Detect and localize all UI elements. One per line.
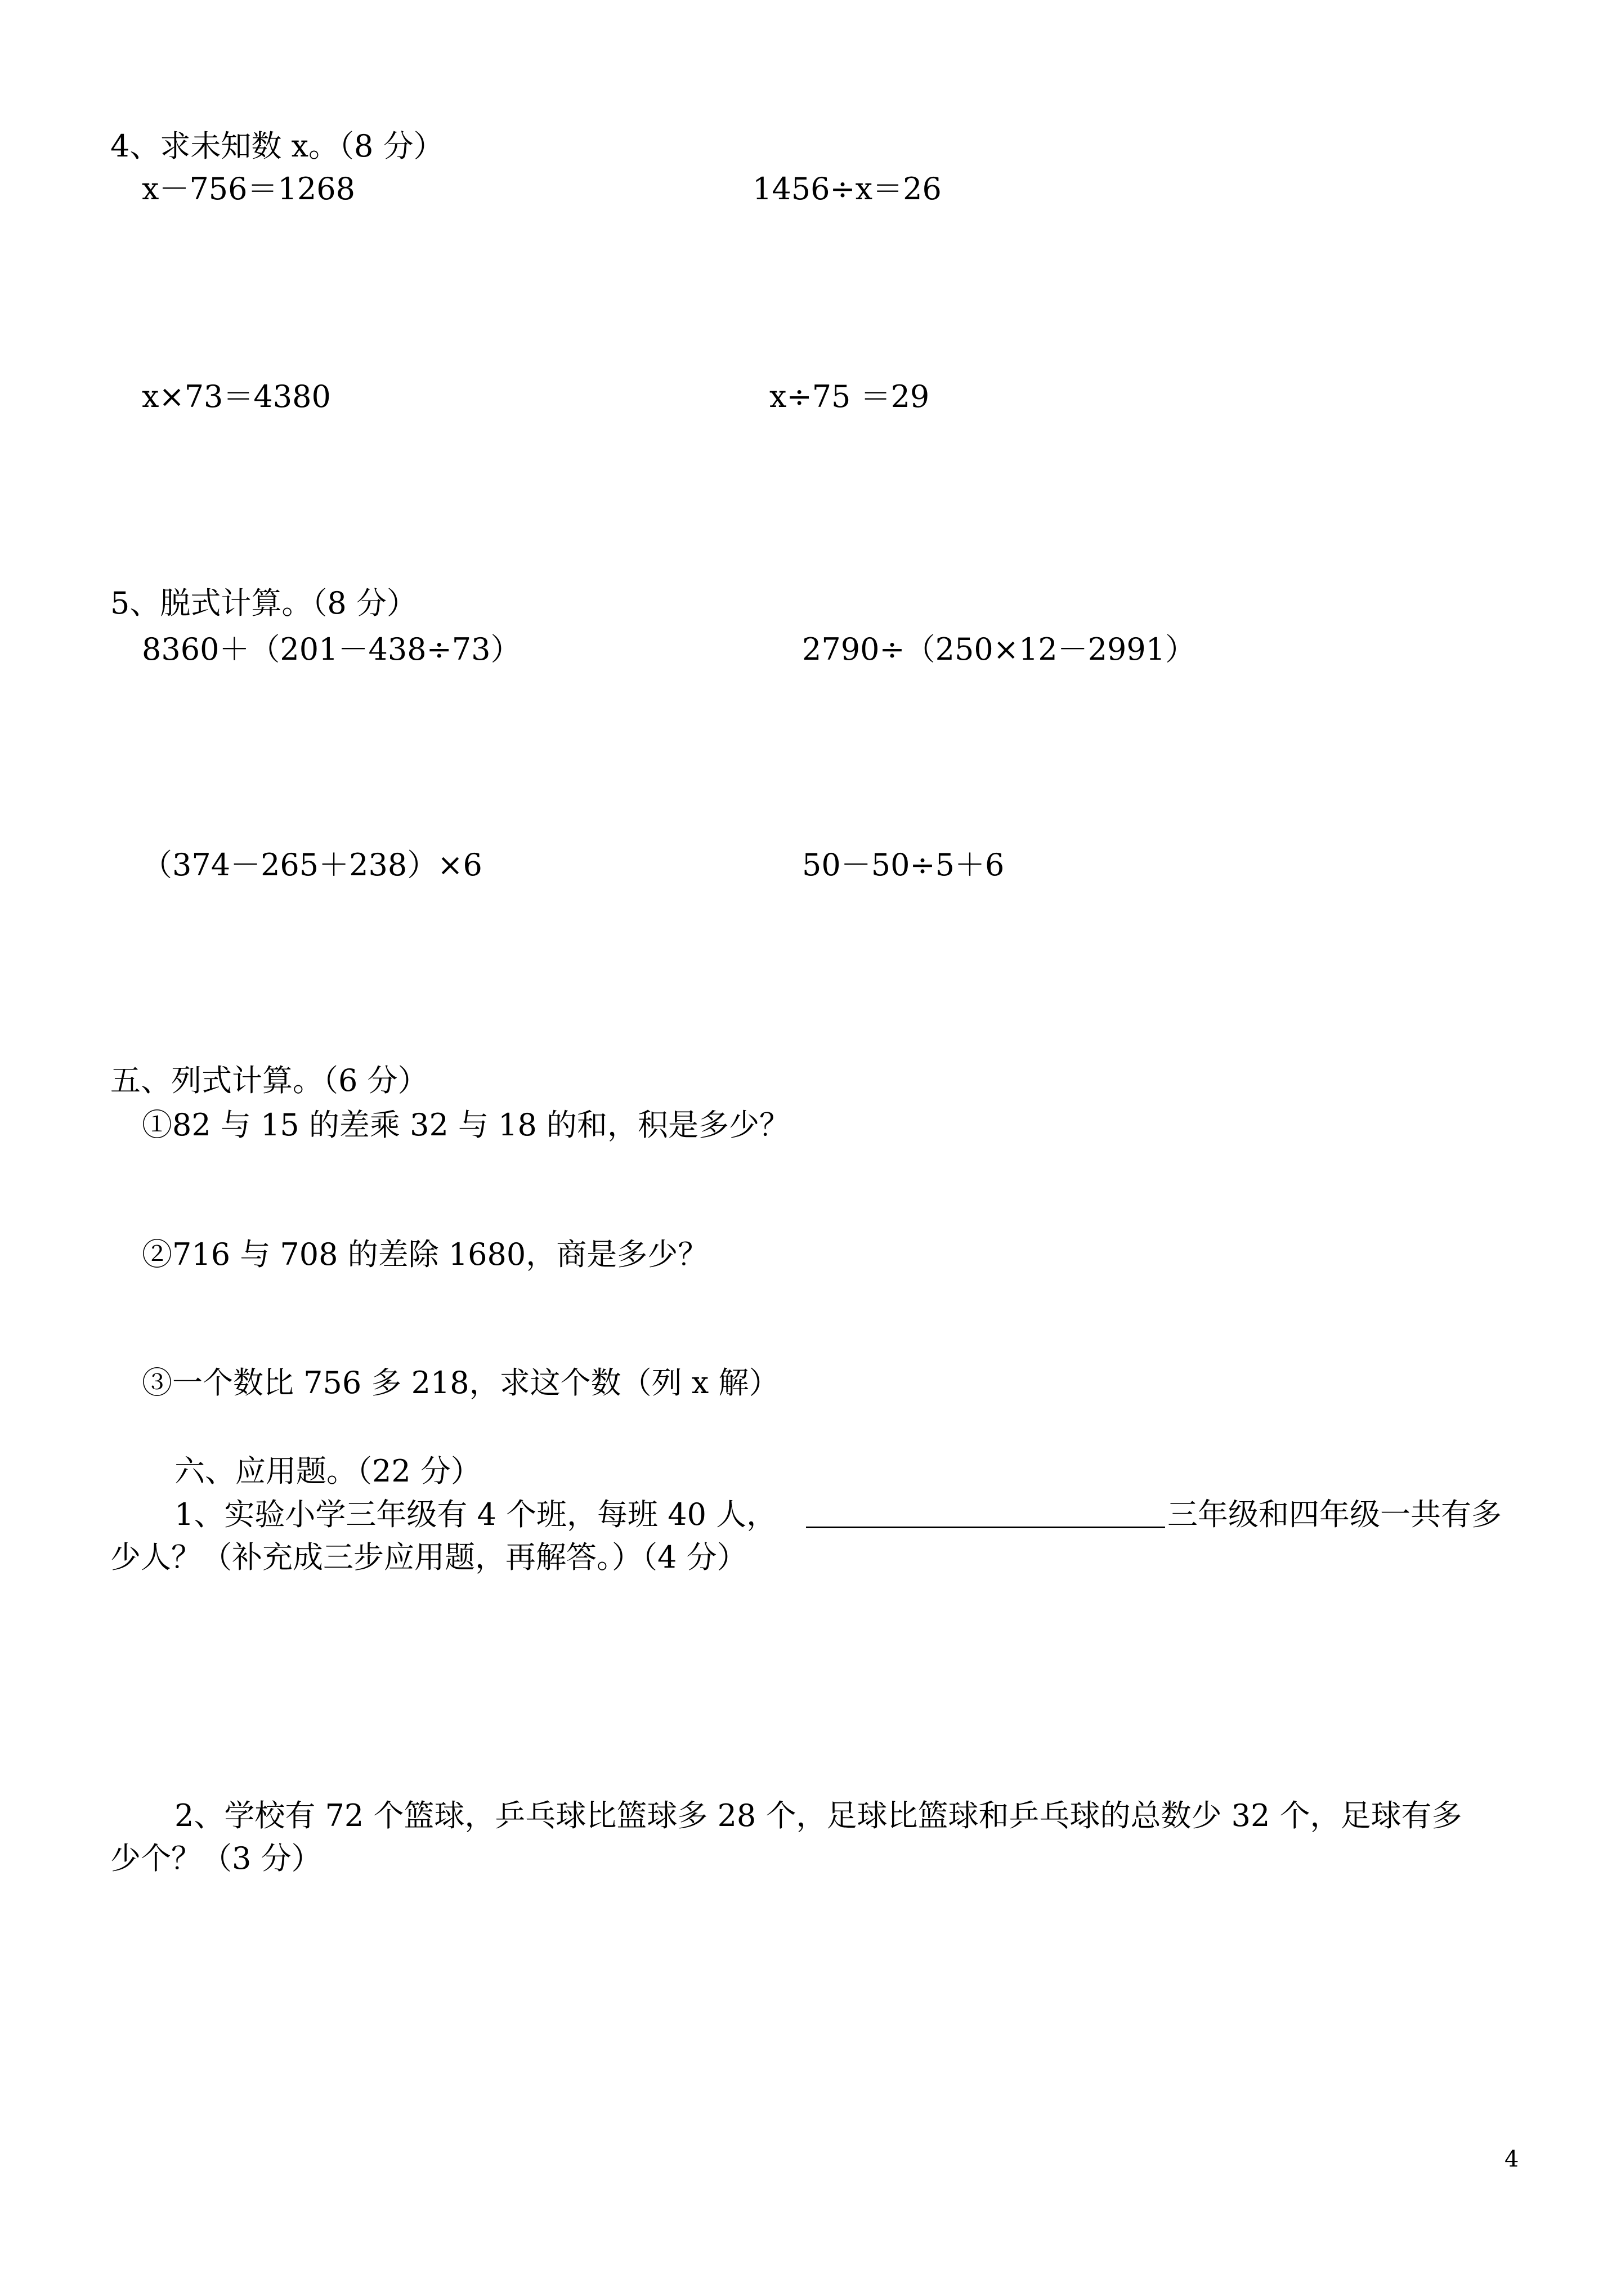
fill-in-blank-line[interactable] xyxy=(806,1527,1165,1528)
application-1-line-1-end: 三年级和四年级一共有多 xyxy=(1167,1497,1502,1532)
equation-2: 1456÷x＝26 xyxy=(753,171,942,207)
equation-1: x－756＝1268 xyxy=(142,171,355,207)
application-2-line-1: 2、学校有 72 个篮球，乒乓球比篮球多 28 个，足球比篮球和乒乓球的总数少 32 个，足球有多 xyxy=(174,1798,1462,1833)
word-problem-1: ①82 与 15 的差乘 32 与 18 的和，积是多少？ xyxy=(142,1107,790,1143)
equation-4: x÷75 ＝29 xyxy=(769,379,930,414)
expression-3: （374－265＋238）×6 xyxy=(142,847,482,883)
application-1-line-2: 少人？（补充成三步应用题，再解答。）（4 分） xyxy=(110,1539,747,1575)
application-1-line-1-start: 1、实验小学三年级有 4 个班，每班 40 人， xyxy=(174,1497,777,1532)
word-problem-2: ②716 与 708 的差除 1680，商是多少？ xyxy=(142,1237,709,1272)
section-liu-title: 六、应用题。（22 分） xyxy=(174,1453,481,1489)
expression-4: 50－50÷5＋6 xyxy=(802,847,1005,883)
expression-1: 8360＋（201－438÷73） xyxy=(142,632,521,667)
equation-3: x×73＝4380 xyxy=(142,379,331,414)
expression-2: 2790÷（250×12－2991） xyxy=(802,632,1196,667)
word-problem-3: ③一个数比 756 多 218，求这个数（列 x 解） xyxy=(142,1365,780,1400)
section-4-title: 4、求未知数 x。（8 分） xyxy=(110,128,444,164)
page-number: 4 xyxy=(1504,2146,1519,2172)
section-5-title: 5、脱式计算。（8 分） xyxy=(110,585,417,621)
section-wu-title: 五、列式计算。（6 分） xyxy=(110,1063,428,1098)
application-2-line-2: 少个？（3 分） xyxy=(110,1841,322,1876)
